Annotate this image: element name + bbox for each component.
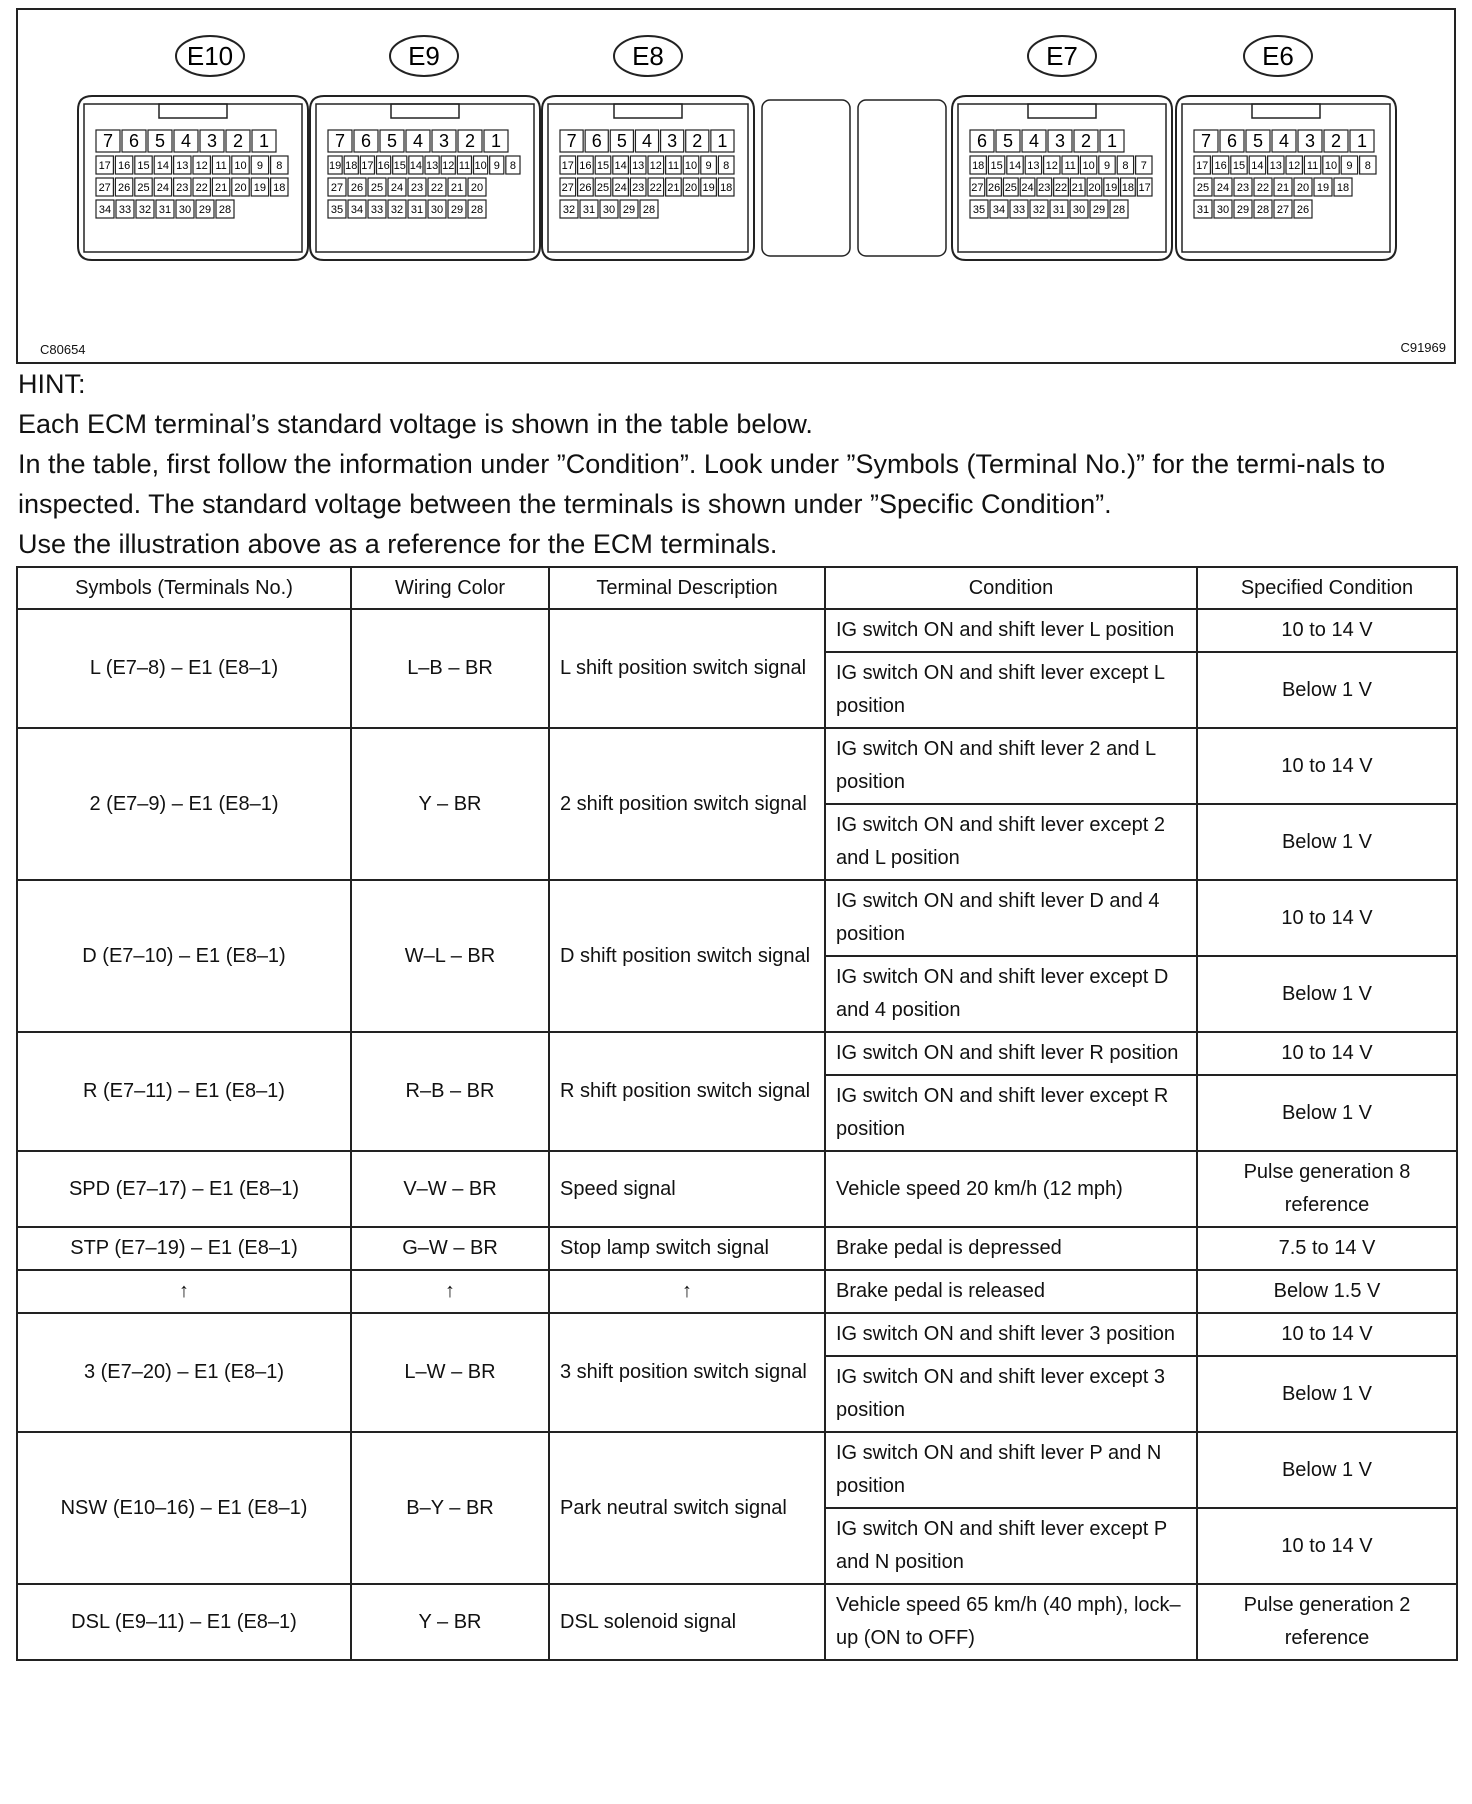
table-header-row [17,567,1457,609]
terminal-number: 22 [1054,182,1068,194]
terminal-number: 17 [98,160,111,172]
terminal-number: 31 [582,204,596,216]
terminal-number: 14 [1008,160,1022,172]
terminal-number: 12 [1288,160,1301,172]
terminal-number: 18 [720,182,733,194]
terminal-number: 14 [1251,160,1264,172]
terminal-number: 29 [198,204,212,216]
terminal-number: 27 [98,182,111,194]
condition-cell: IG switch ON and shift lever P and N position [825,1432,1197,1508]
condition-cell: IG switch ON and shift lever except 3 position [825,1356,1197,1432]
terminal-number: 18 [972,160,985,172]
wiring-color-cell: W–L – BR [351,880,549,1032]
wiring-color-cell: Y – BR [351,1584,549,1660]
terminal-number: 33 [370,204,384,216]
terminal-number: 30 [1072,204,1086,216]
terminal-number: 2 [464,131,476,151]
terminal-number: 24 [390,182,404,194]
terminal-number: 8 [509,160,516,172]
terminal-number: 23 [632,182,645,194]
terminal-number: 24 [1216,182,1230,194]
terminal-number: 22 [195,182,208,194]
terminal-number: 23 [410,182,424,194]
terminal-number: 4 [1278,131,1290,151]
terminal-number: 26 [117,182,131,194]
symbol-cell: DSL (E9–11) – E1 (E8–1) [17,1584,351,1660]
table-row [17,1151,1457,1227]
terminal-number: 10 [1324,160,1338,172]
terminal-description-cell: DSL solenoid signal [549,1584,825,1660]
terminal-number: 35 [972,204,986,216]
terminal-number: 14 [614,160,627,172]
wiring-color-cell: G–W – BR [351,1227,549,1270]
table-row [17,609,1457,652]
terminal-number: 3 [206,131,218,151]
table-row [17,1584,1457,1660]
terminal-number: 31 [1052,204,1066,216]
symbol-cell: STP (E7–19) – E1 (E8–1) [17,1227,351,1270]
terminal-number: 5 [154,131,166,151]
terminal-number: 12 [649,160,662,172]
terminal-number: 21 [214,182,228,194]
terminal-number: 12 [1045,160,1058,172]
condition-cell: IG switch ON and shift lever except 2 and L position [825,804,1197,880]
specified-condition-cell: 10 to 14 V [1197,880,1457,956]
terminal-number: 29 [1092,204,1106,216]
terminal-number: 29 [622,204,636,216]
figure-code-left: C80654 [40,342,86,357]
terminal-number: 25 [596,182,610,194]
hint-line-3: Use the illustration above as a reference for the ECM terminals. [18,529,778,559]
terminal-number: 15 [1232,160,1246,172]
connector-label: E10 [186,41,234,71]
terminal-number: 32 [390,204,404,216]
terminal-number: 32 [562,204,576,216]
terminal-number: 24 [1021,182,1034,194]
specified-condition-cell: Below 1 V [1197,1432,1457,1508]
terminal-number: 27 [1276,204,1290,216]
specified-condition-cell: Below 1 V [1197,1075,1457,1151]
terminal-number: 11 [1064,160,1076,172]
terminal-number: 25 [1196,182,1210,194]
terminal-number: 22 [430,182,444,194]
terminal-number: 28 [1112,204,1126,216]
condition-cell: Vehicle speed 65 km/h (40 mph), lock–up (ON to OFF) [825,1584,1197,1660]
terminal-number: 12 [195,160,208,172]
specified-condition-cell: Pulse generation 2 reference [1197,1584,1457,1660]
hint-line-2: In the table, first follow the information under ”Condition”. Look under ”Symbols (Terminal No.)” for the termi-nals to inspected. The standard voltage between the terminals is shown under ”Specific Condition”. [18,449,1386,519]
terminal-number: 25 [137,182,150,194]
terminal-number: 31 [1196,204,1210,216]
ecm-terminal-table [16,566,1458,1661]
specified-condition-cell: 10 to 14 V [1197,1313,1457,1356]
terminal-description-cell: Stop lamp switch signal [549,1227,825,1270]
terminal-number: 19 [1105,182,1118,194]
terminal-number: 28 [642,204,656,216]
terminal-number: 27 [330,182,344,194]
terminal-number: 16 [117,160,131,172]
wiring-color-cell: ↑ [351,1270,549,1313]
table-row [17,1432,1457,1508]
hint-section [18,364,1458,564]
terminal-number: 8 [276,160,283,172]
terminal-number: 6 [591,131,602,151]
connector-latch [1252,104,1320,118]
terminal-number: 12 [442,160,455,172]
terminal-number: 4 [412,131,424,151]
terminal-number: 27 [561,182,574,194]
terminal-number: 8 [1122,160,1129,172]
specified-condition-cell: Below 1 V [1197,956,1457,1032]
terminal-description-cell: 3 shift position switch signal [549,1313,825,1432]
terminal-number: 13 [425,160,439,172]
terminal-number: 22 [1256,182,1270,194]
terminal-number: 34 [992,204,1006,216]
terminal-number: 25 [1004,182,1017,194]
terminal-number: 34 [350,204,364,216]
hint-title: HINT: [18,369,86,399]
condition-cell: IG switch ON and shift lever 3 position [825,1313,1197,1356]
terminal-number: 26 [1296,204,1310,216]
terminal-number: 9 [493,160,500,172]
table-row [17,1032,1457,1075]
terminal-number: 1 [1356,131,1368,151]
terminal-number: 10 [474,160,487,172]
terminal-number: 18 [1336,182,1350,194]
terminal-number: 28 [218,204,232,216]
wiring-color-cell: Y – BR [351,728,549,880]
terminal-number: 8 [723,160,730,172]
condition-cell: IG switch ON and shift lever except R position [825,1075,1197,1151]
terminal-number: 15 [137,160,150,172]
terminal-number: 7 [1140,160,1147,172]
terminal-number: 20 [1088,182,1101,194]
specified-condition-cell: Below 1.5 V [1197,1270,1457,1313]
empty-slot-right [858,100,946,256]
terminal-number: 7 [1200,131,1212,151]
terminal-number: 9 [705,160,712,172]
terminal-number: 1 [1106,131,1118,151]
terminal-number: 19 [253,182,267,194]
terminal-number: 13 [176,160,189,172]
terminal-number: 17 [1196,160,1209,172]
terminal-number: 1 [717,131,728,151]
condition-cell: Brake pedal is depressed [825,1227,1197,1270]
terminal-number: 20 [684,182,698,194]
terminal-number: 22 [649,182,662,194]
terminal-number: 26 [987,182,1001,194]
connector-latch [159,104,227,118]
figure-code-right: C91969 [1400,340,1446,355]
terminal-number: 31 [158,204,172,216]
terminal-number: 9 [1103,160,1111,172]
symbol-cell: SPD (E7–17) – E1 (E8–1) [17,1151,351,1227]
terminal-number: 18 [273,182,286,194]
condition-cell: Vehicle speed 20 km/h (12 mph) [825,1151,1197,1227]
specified-condition-cell: Below 1 V [1197,652,1457,728]
terminal-number: 3 [1054,131,1066,151]
terminal-number: 30 [1216,204,1230,216]
condition-cell: IG switch ON and shift lever except L position [825,652,1197,728]
terminal-number: 29 [450,204,464,216]
condition-cell: IG switch ON and shift lever except D and 4 position [825,956,1197,1032]
header-terminal-description: Terminal Description [549,567,825,609]
terminal-number: 14 [156,160,170,172]
connector-label: E9 [408,41,440,71]
terminal-number: 2 [1330,131,1342,151]
terminal-number: 15 [393,160,406,172]
terminal-number: 23 [1236,182,1250,194]
terminal-number: 34 [98,204,112,216]
condition-cell: IG switch ON and shift lever 2 and L position [825,728,1197,804]
terminal-number: 23 [1038,182,1051,194]
connector-label: E6 [1262,41,1294,71]
terminal-number: 9 [1346,160,1353,172]
terminal-number: 13 [1269,160,1282,172]
terminal-number: 24 [614,182,627,194]
condition-cell: Brake pedal is released [825,1270,1197,1313]
table-row [17,1270,1457,1313]
terminal-number: 30 [602,204,616,216]
symbol-cell: ↑ [17,1270,351,1313]
symbol-cell: L (E7–8) – E1 (E8–1) [17,609,351,728]
terminal-number: 32 [1032,204,1046,216]
terminal-number: 6 [1226,131,1238,151]
terminal-number: 3 [1304,131,1316,151]
specified-condition-cell: 10 to 14 V [1197,609,1457,652]
terminal-number: 6 [128,131,140,151]
condition-cell: IG switch ON and shift lever L position [825,609,1197,652]
terminal-number: 21 [1276,182,1290,194]
terminal-number: 4 [641,131,653,151]
terminal-number: 8 [1364,160,1371,172]
symbol-cell: D (E7–10) – E1 (E8–1) [17,880,351,1032]
terminal-number: 10 [234,160,247,172]
wiring-color-cell: B–Y – BR [351,1432,549,1584]
terminal-description-cell: D shift position switch signal [549,880,825,1032]
empty-slot-left [762,100,850,256]
terminal-number: 18 [1121,182,1135,194]
condition-cell: IG switch ON and shift lever D and 4 position [825,880,1197,956]
terminal-description-cell: Park neutral switch signal [549,1432,825,1584]
terminal-number: 5 [1252,131,1264,151]
terminal-number: 15 [596,160,610,172]
terminal-number: 20 [470,182,484,194]
terminal-number: 19 [328,160,342,172]
terminal-number: 13 [1027,160,1040,172]
terminal-number: 6 [360,131,372,151]
terminal-number: 16 [377,160,390,172]
terminal-number: 3 [438,131,450,151]
terminal-number: 4 [1028,131,1040,151]
terminal-number: 10 [1082,160,1095,172]
terminal-number: 32 [138,204,152,216]
terminal-number: 2 [1080,131,1092,151]
terminal-number: 28 [1256,204,1270,216]
connector-label: E8 [632,41,664,71]
terminal-number: 28 [470,204,484,216]
terminal-number: 17 [1138,182,1151,194]
terminal-number: 21 [667,182,680,194]
terminal-number: 21 [450,182,464,194]
terminal-number: 20 [234,182,247,194]
hint-line-1: Each ECM terminal’s standard voltage is shown in the table below. [18,409,813,439]
terminal-description-cell: ↑ [549,1270,825,1313]
terminal-number: 10 [684,160,698,172]
terminal-number: 26 [350,182,364,194]
table-row [17,1313,1457,1356]
terminal-description-cell: 2 shift position switch signal [549,728,825,880]
terminal-number: 14 [409,160,423,172]
terminal-number: 16 [579,160,592,172]
symbol-cell: 3 (E7–20) – E1 (E8–1) [17,1313,351,1432]
terminal-number: 20 [1296,182,1310,194]
terminal-number: 25 [370,182,384,194]
ecm-connector-diagram [16,8,1456,364]
terminal-number: 30 [430,204,444,216]
terminal-number: 7 [566,131,577,151]
terminal-number: 2 [232,131,244,151]
connector-latch [391,104,459,118]
terminal-number: 11 [1306,160,1319,172]
connector-latch [614,104,682,118]
terminal-number: 7 [102,131,114,151]
table-row [17,880,1457,956]
specified-condition-cell: 10 to 14 V [1197,1032,1457,1075]
connector-latch [1028,104,1096,118]
terminal-number: 2 [692,131,703,151]
terminal-number: 33 [118,204,132,216]
symbol-cell: NSW (E10–16) – E1 (E8–1) [17,1432,351,1584]
terminal-number: 1 [490,131,502,151]
terminal-number: 5 [386,131,398,151]
terminal-number: 21 [1071,182,1084,194]
terminal-number: 7 [334,131,346,151]
terminal-number: 5 [1002,131,1014,151]
terminal-number: 24 [156,182,170,194]
wiring-color-cell: V–W – BR [351,1151,549,1227]
terminal-number: 6 [976,131,988,151]
terminal-description-cell: L shift position switch signal [549,609,825,728]
terminal-number: 29 [1236,204,1250,216]
header-condition: Condition [825,567,1197,609]
terminal-number: 19 [702,182,715,194]
terminal-number: 31 [410,204,424,216]
terminal-number: 1 [258,131,270,151]
specified-condition-cell: Below 1 V [1197,1356,1457,1432]
terminal-number: 11 [667,160,680,172]
wiring-color-cell: L–B – BR [351,609,549,728]
specified-condition-cell: 10 to 14 V [1197,728,1457,804]
header-symbols: Symbols (Terminals No.) [17,567,351,609]
terminal-number: 3 [667,131,678,151]
header-wiring-color: Wiring Color [351,567,549,609]
terminal-number: 35 [330,204,344,216]
connector-illustration [18,10,1454,362]
condition-cell: IG switch ON and shift lever R position [825,1032,1197,1075]
table-row [17,728,1457,804]
specified-condition-cell: Pulse generation 8 reference [1197,1151,1457,1227]
terminal-number: 13 [632,160,645,172]
specified-condition-cell: Below 1 V [1197,804,1457,880]
condition-cell: IG switch ON and shift lever except P and N position [825,1508,1197,1584]
specified-condition-cell: 10 to 14 V [1197,1508,1457,1584]
terminal-number: 26 [579,182,592,194]
terminal-number: 9 [256,160,263,172]
terminal-number: 15 [990,160,1003,172]
terminal-number: 17 [361,160,374,172]
terminal-number: 23 [176,182,189,194]
header-specified-condition: Specified Condition [1197,567,1457,609]
terminal-number: 16 [1214,160,1227,172]
wiring-color-cell: L–W – BR [351,1313,549,1432]
terminal-number: 5 [616,131,627,151]
terminal-description-cell: R shift position switch signal [549,1032,825,1151]
table-row [17,1227,1457,1270]
terminal-description-cell: Speed signal [549,1151,825,1227]
symbol-cell: R (E7–11) – E1 (E8–1) [17,1032,351,1151]
terminal-number: 27 [971,182,984,194]
terminal-number: 17 [561,160,574,172]
terminal-number: 30 [178,204,192,216]
symbol-cell: 2 (E7–9) – E1 (E8–1) [17,728,351,880]
specified-condition-cell: 7.5 to 14 V [1197,1227,1457,1270]
terminal-number: 18 [345,160,358,172]
terminal-number: 33 [1012,204,1026,216]
terminal-number: 19 [1316,182,1330,194]
connector-label: E7 [1046,41,1078,71]
wiring-color-cell: R–B – BR [351,1032,549,1151]
terminal-number: 11 [215,160,227,172]
terminal-number: 4 [180,131,192,151]
terminal-number: 11 [458,160,471,172]
